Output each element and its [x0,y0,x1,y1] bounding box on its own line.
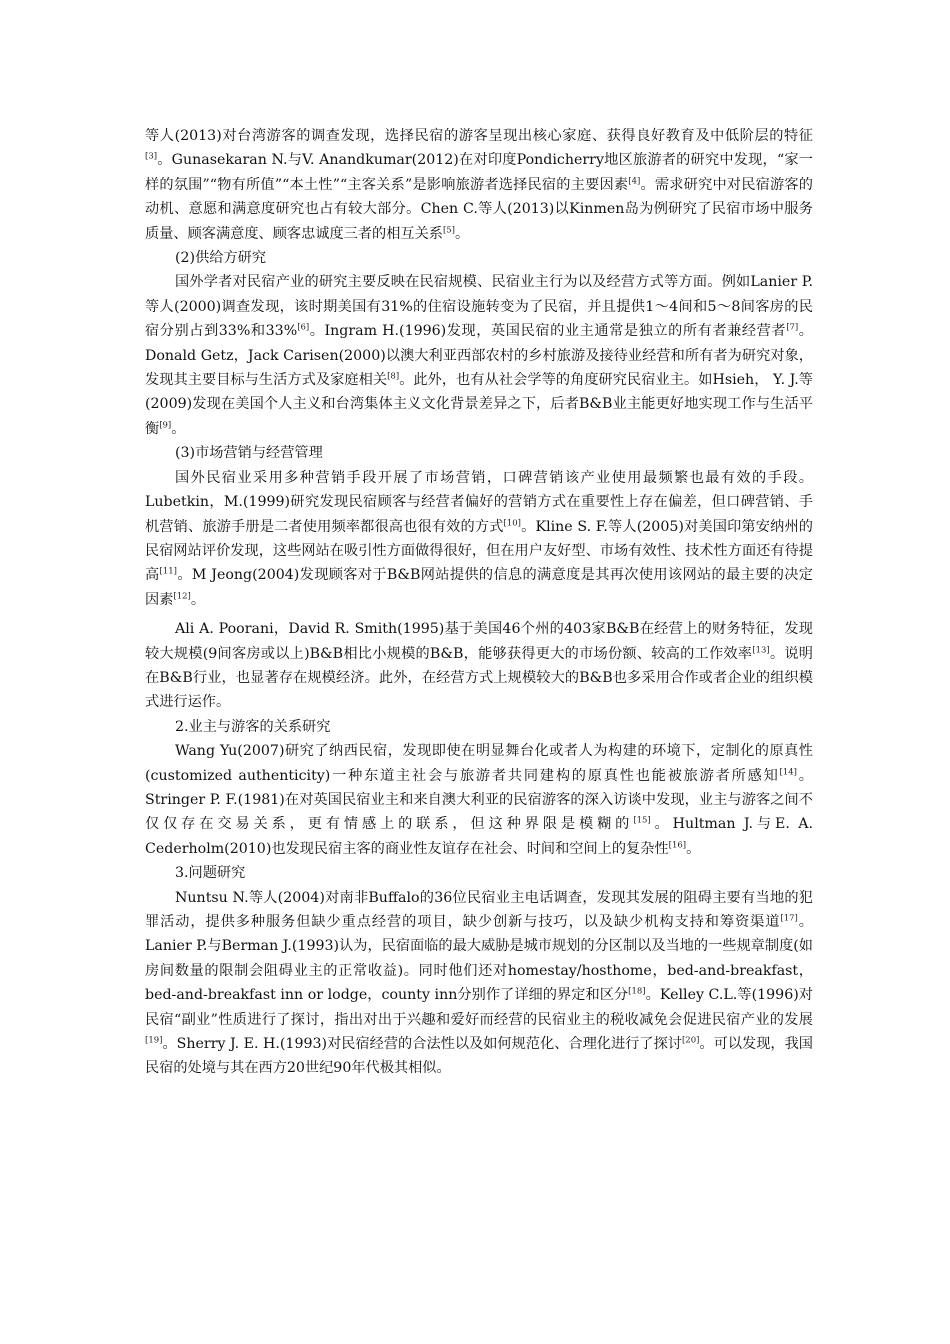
citation-marker: [7] [786,322,799,333]
text-run: Wang Yu(2007)研究了纳西民宿，发现即使在明显舞台化或者人为构建的环境下，定制化的原真性(customized authenticity)一种东道主社会与旅游者共同建构的原真性也能被旅游者所感知 [145,743,813,784]
citation-marker: [20] [681,1035,700,1046]
paragraph-demand-continued [145,124,813,246]
citation-marker: [15] [633,815,651,826]
citation-marker: [11] [159,566,177,577]
text-run: 国外学者对民宿产业的研究主要反映在民宿规模、民宿业主行为以及经营方式等方面。例如Lanier P.等人(2000)调查发现，该时期美国有31%的住宿设施转变为了民宿，并且提供1～4间和5～8间客房的民宿分别占到33%和33% [145,274,813,340]
text-run: 。Sherry J. E. H.(1993)对民宿经营的合法性以及如何规范化、合理化进行了探讨 [162,1036,682,1053]
citation-marker: [10] [503,517,521,528]
citation-marker: [8] [387,371,400,382]
citation-marker: [19] [145,1035,163,1046]
text-run: 。Ingram H.(1996)发现，英国民宿的业主通常是独立的所有者兼经营者 [309,323,787,340]
text-run: Ali A. Poorani，David R. Smith(1995)基于美国46个州的403家B&B在经营上的财务特征，发现较大规模(9间客房或以上)B&B相比小规模的B&B，能够获得更大的市场份额、较高的工作效率 [145,621,813,662]
text-run: 。可以发现，我国民宿的处境与其在西方20世纪90年代极其相似。 [145,1036,813,1077]
text-run: 。此外，也有从社会学等的角度研究民宿业主。如Hsieh， Y. J.等(2009)发现在美国个人主义和台湾集体主义文化背景差异之下，后者B&B业主能更好地实现工作与生活平衡 [145,372,813,437]
body-text [145,124,813,1081]
text-run: 。Hultman J.与E. A. Cederholm(2010)也发现民宿主客的商业性友谊存在社会、时间和空间上的复杂性 [145,816,813,857]
text-run: 。Stringer P. F.(1981)在对英国民宿业主和来自澳大利亚的民宿游客的深入访谈中发现，业主与游客之间不仅仅存在交易关系，更有情感上的联系，但这种界限是模糊的 [145,767,813,833]
citation-marker: [14] [779,766,797,777]
heading-marketing [145,441,813,465]
citation-marker: [17] [780,913,798,924]
citation-marker: [16] [668,840,687,851]
heading-problems [145,861,813,885]
citation-marker: [9] [159,420,172,431]
text-run: 3.问题研究 [175,865,246,882]
paragraph-finance [145,617,813,715]
heading-supply-research [145,246,813,270]
paragraph-marketing [145,466,813,612]
paragraph-host-guest [145,739,813,861]
text-run: 。需求研究中对民宿游客的动机、意愿和满意度研究也占有较大部分。Chen C.等人(2013)以Kinmen岛为例研究了民宿市场中服务质量、顾客满意度、顾客忠诚度三者的相互关系 [145,176,813,242]
text-run: Nuntsu N.等人(2004)对南非Buffalo的36位民宿业主电话调查，发现其发展的阻碍主要有当地的犯罪活动，提供多种服务但缺少重点经营的项目，缺少创新与技巧，以及缺少机构支持和筹资渠道 [145,889,813,930]
citation-marker: [3] [145,151,158,162]
text-run: 。 [190,591,206,608]
citation-marker: [18] [628,986,646,997]
text-run: (2)供给方研究 [175,250,267,267]
paragraph-supply [145,270,813,441]
citation-marker: [4] [628,176,641,187]
text-run: 。 [171,420,186,437]
text-run: 2.业主与游客的关系研究 [175,718,331,735]
text-run: 。M Jeong(2004)发现顾客对于B&B网站提供的信息的满意度是其再次使用该网站的最主要的决定因素 [145,567,813,608]
text-run: 。Donald Getz，Jack Carisen(2000)以澳大利亚西部农村的乡村旅游及接待业经营和所有者为研究对象，发现其主要目标与生活方式及家庭相关 [145,323,813,389]
text-run: 国外民宿业采用多种营销手段开展了市场营销，口碑营销该产业使用最频繁也最有效的手段。Lubetkin，M.(1999)研究发现民宿顾客与经营者偏好的营销方式在重要性上存在偏差，但口碑营销、手机营销、旅游手册是二者使用频率都很高也很有效的方式 [145,469,813,535]
citation-marker: [6] [297,322,310,333]
text-run: 。Lanier P.与Berman J.(1993)认为，民宿面临的最大威胁是城市规划的分区制以及当地的一些规章制度(如房间数量的限制会阻碍业主的正常收益)。同时他们还对homestay/hosthome，bed-and-breakfast，bed-and-breakfast inn or lodge，county inn分别作了详细的界定和区分 [145,914,813,1004]
text-run: 。 [455,225,470,242]
text-run: 。 [686,840,701,857]
paragraph-problems [145,886,813,1081]
text-run: 。说明在B&B行业，也显著存在规模经济。此外，在经营方式上规模较大的B&B也多采用合作或者企业的组织模式进行运作。 [145,645,813,711]
citation-marker: [5] [442,224,455,235]
text-run: 。Kline S. F.等人(2005)对美国印第安纳州的民宿网站评价发现，这些网站在吸引性方面做得很好，但在用户友好型、市场有效性、技术性方面还有待提高 [145,518,813,584]
citation-marker: [12] [173,590,191,601]
text-run: (3)市场营销与经营管理 [175,445,323,462]
text-run: 。Gunasekaran N.与V. Anandkumar(2012)在对印度Pondicherry地区旅游者的研究中发现，“家一样的氛围”“物有所值”“本土性”“主客关系”是影响旅游者选择民宿的主要因素 [145,152,813,193]
citation-marker: [13] [752,644,770,655]
heading-host-guest [145,715,813,739]
text-run: 。Kelley C.L.等(1996)对民宿“副业”性质进行了探讨，指出对出于兴趣和爱好而经营的民宿业主的税收减免会促进民宿产业的发展 [145,987,813,1028]
text-run: 等人(2013)对台湾游客的调查发现，选择民宿的游客呈现出核心家庭、获得良好教育及中低阶层的特征 [145,128,813,144]
